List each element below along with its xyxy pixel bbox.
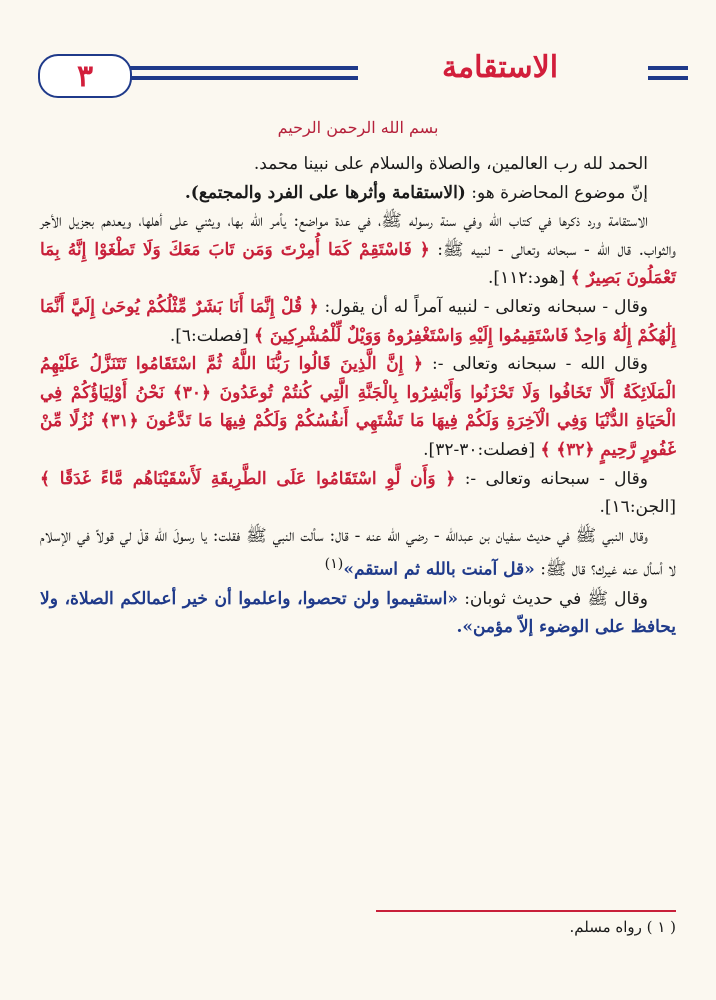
text-line: وقال - سبحانه وتعالى -: xyxy=(464,468,649,489)
text-line: الحمد لله رب العالمين، والصلاة والسلام على نبينا محمد. xyxy=(253,154,648,174)
paragraph xyxy=(40,465,676,522)
text-line: وقال النبي ﷺ في حديث سفيان بن عبدالله - رضي الله عنه - قال: سألت النبي ﷺ فقلت: يا رسولَ الله قلْ لي قولاً في الإسلام لا أسأل عنه غيرك؟ قال ﷺ: xyxy=(40,525,676,580)
footnote-divider xyxy=(376,910,676,912)
footnote: ( ١ ) رواه مسلم. xyxy=(569,918,676,936)
header-rule xyxy=(648,66,688,70)
verse-reference: [هود:١١٢]. xyxy=(488,268,566,289)
paragraph xyxy=(40,179,676,208)
quran-verse: ﴿ إِنَّ الَّذِينَ قَالُوا رَبُّنَا اللَّهُ ثُمَّ اسْتَقَامُوا تَتَنَزَّلُ عَلَيْهِمُ الْمَلَائِكَةُ أَلَّا تَخَافُوا وَلَا تَحْزَنُوا وَأَبْشِرُوا بِالْجَنَّةِ الَّتِي كُنتُمْ تُوعَدُونَ ﴿٣٠﴾ نَحْنُ أَوْلِيَاؤُكُمْ فِي الْحَيَاةِ الدُّنْيَا وَفِي الْآخِرَةِ وَلَكُمْ فِيهَا مَا تَشْتَهِي أَنفُسُكُمْ وَلَكُمْ فِيهَا مَا تَدَّعُونَ ﴿٣١﴾ نُزُلًا مِّنْ غَفُورٍ رَّحِيمٍ ﴿٣٢﴾ ﴾ xyxy=(40,354,676,460)
quran-verse: ﴿ فَاسْتَقِمْ كَمَا أُمِرْتَ وَمَن تَابَ مَعَكَ وَلَا تَطْغَوْا إِنَّهُ بِمَا تَعْمَلُونَ بَصِيرٌ ﴾ xyxy=(40,239,676,289)
page-header xyxy=(18,48,688,98)
footnote-marker: (١) xyxy=(324,556,344,573)
body-text xyxy=(40,150,676,642)
verse-reference: [الجن:١٦]. xyxy=(599,497,676,518)
hadith-quote: «قل آمنت بالله ثم استقم» xyxy=(343,559,535,580)
page-title: الاستقامة xyxy=(441,50,559,85)
hadith-quote: «استقيموا ولن تحصوا، واعلموا أن خير أعمالكم الصلاة، ولا يحافظ على الوضوء إلاّ مؤمن». xyxy=(40,588,676,638)
basmala-heading: بسم الله الرحمن الرحيم xyxy=(277,118,439,137)
header-rule xyxy=(130,76,358,80)
verse-reference: [فصلت:٣٠-٣٢]. xyxy=(423,439,536,460)
text-line: وقال - سبحانه وتعالى - لنبيه آمراً له أن يقول: xyxy=(324,296,649,317)
paragraph xyxy=(40,150,676,179)
quran-verse: ﴿ قُلْ إِنَّمَا أَنَا بَشَرٌ مِّثْلُكُمْ يُوحَىٰ إِلَيَّ أَنَّمَا إِلَٰهُكُمْ إِلَٰهٌ وَاحِدٌ فَاسْتَقِيمُوا إِلَيْهِ وَاسْتَغْفِرُوهُ وَوَيْلٌ لِّلْمُشْرِكِينَ ﴾ xyxy=(40,296,676,346)
paragraph xyxy=(40,350,676,464)
quran-verse: ﴿ وَأَن لَّوِ اسْتَقَامُوا عَلَى الطَّرِيقَةِ لَأَسْقَيْنَاهُم مَّاءً غَدَقًا ﴾ xyxy=(40,468,456,489)
text-line: وقال ﷺ في حديث ثوبان: xyxy=(464,588,648,609)
text-line: إنّ موضوع المحاضرة هو: xyxy=(471,182,648,203)
lecture-topic: (الاستقامة وأثرها على الفرد والمجتمع). xyxy=(184,182,466,203)
verse-reference: [فصلت:٦]. xyxy=(169,325,249,346)
text-line: الاستقامة ورد ذكرها في كتاب الله وفي سنة رسوله ﷺ، في عدة مواضع: يأمر الله بها، ويثني على أهلها، ويعدهم بجزيل الأجر والثواب. قال الله - سبحانه وتعالى - لنبيه ﷺ: xyxy=(40,211,676,260)
paragraph xyxy=(40,522,676,585)
text-line: وقال الله - سبحانه وتعالى -: xyxy=(431,354,648,375)
paragraph xyxy=(40,207,676,293)
header-rule xyxy=(648,76,688,80)
paragraph xyxy=(40,585,676,642)
header-rule xyxy=(130,66,358,70)
page-number: ٣ xyxy=(38,54,132,98)
paragraph xyxy=(40,293,676,350)
